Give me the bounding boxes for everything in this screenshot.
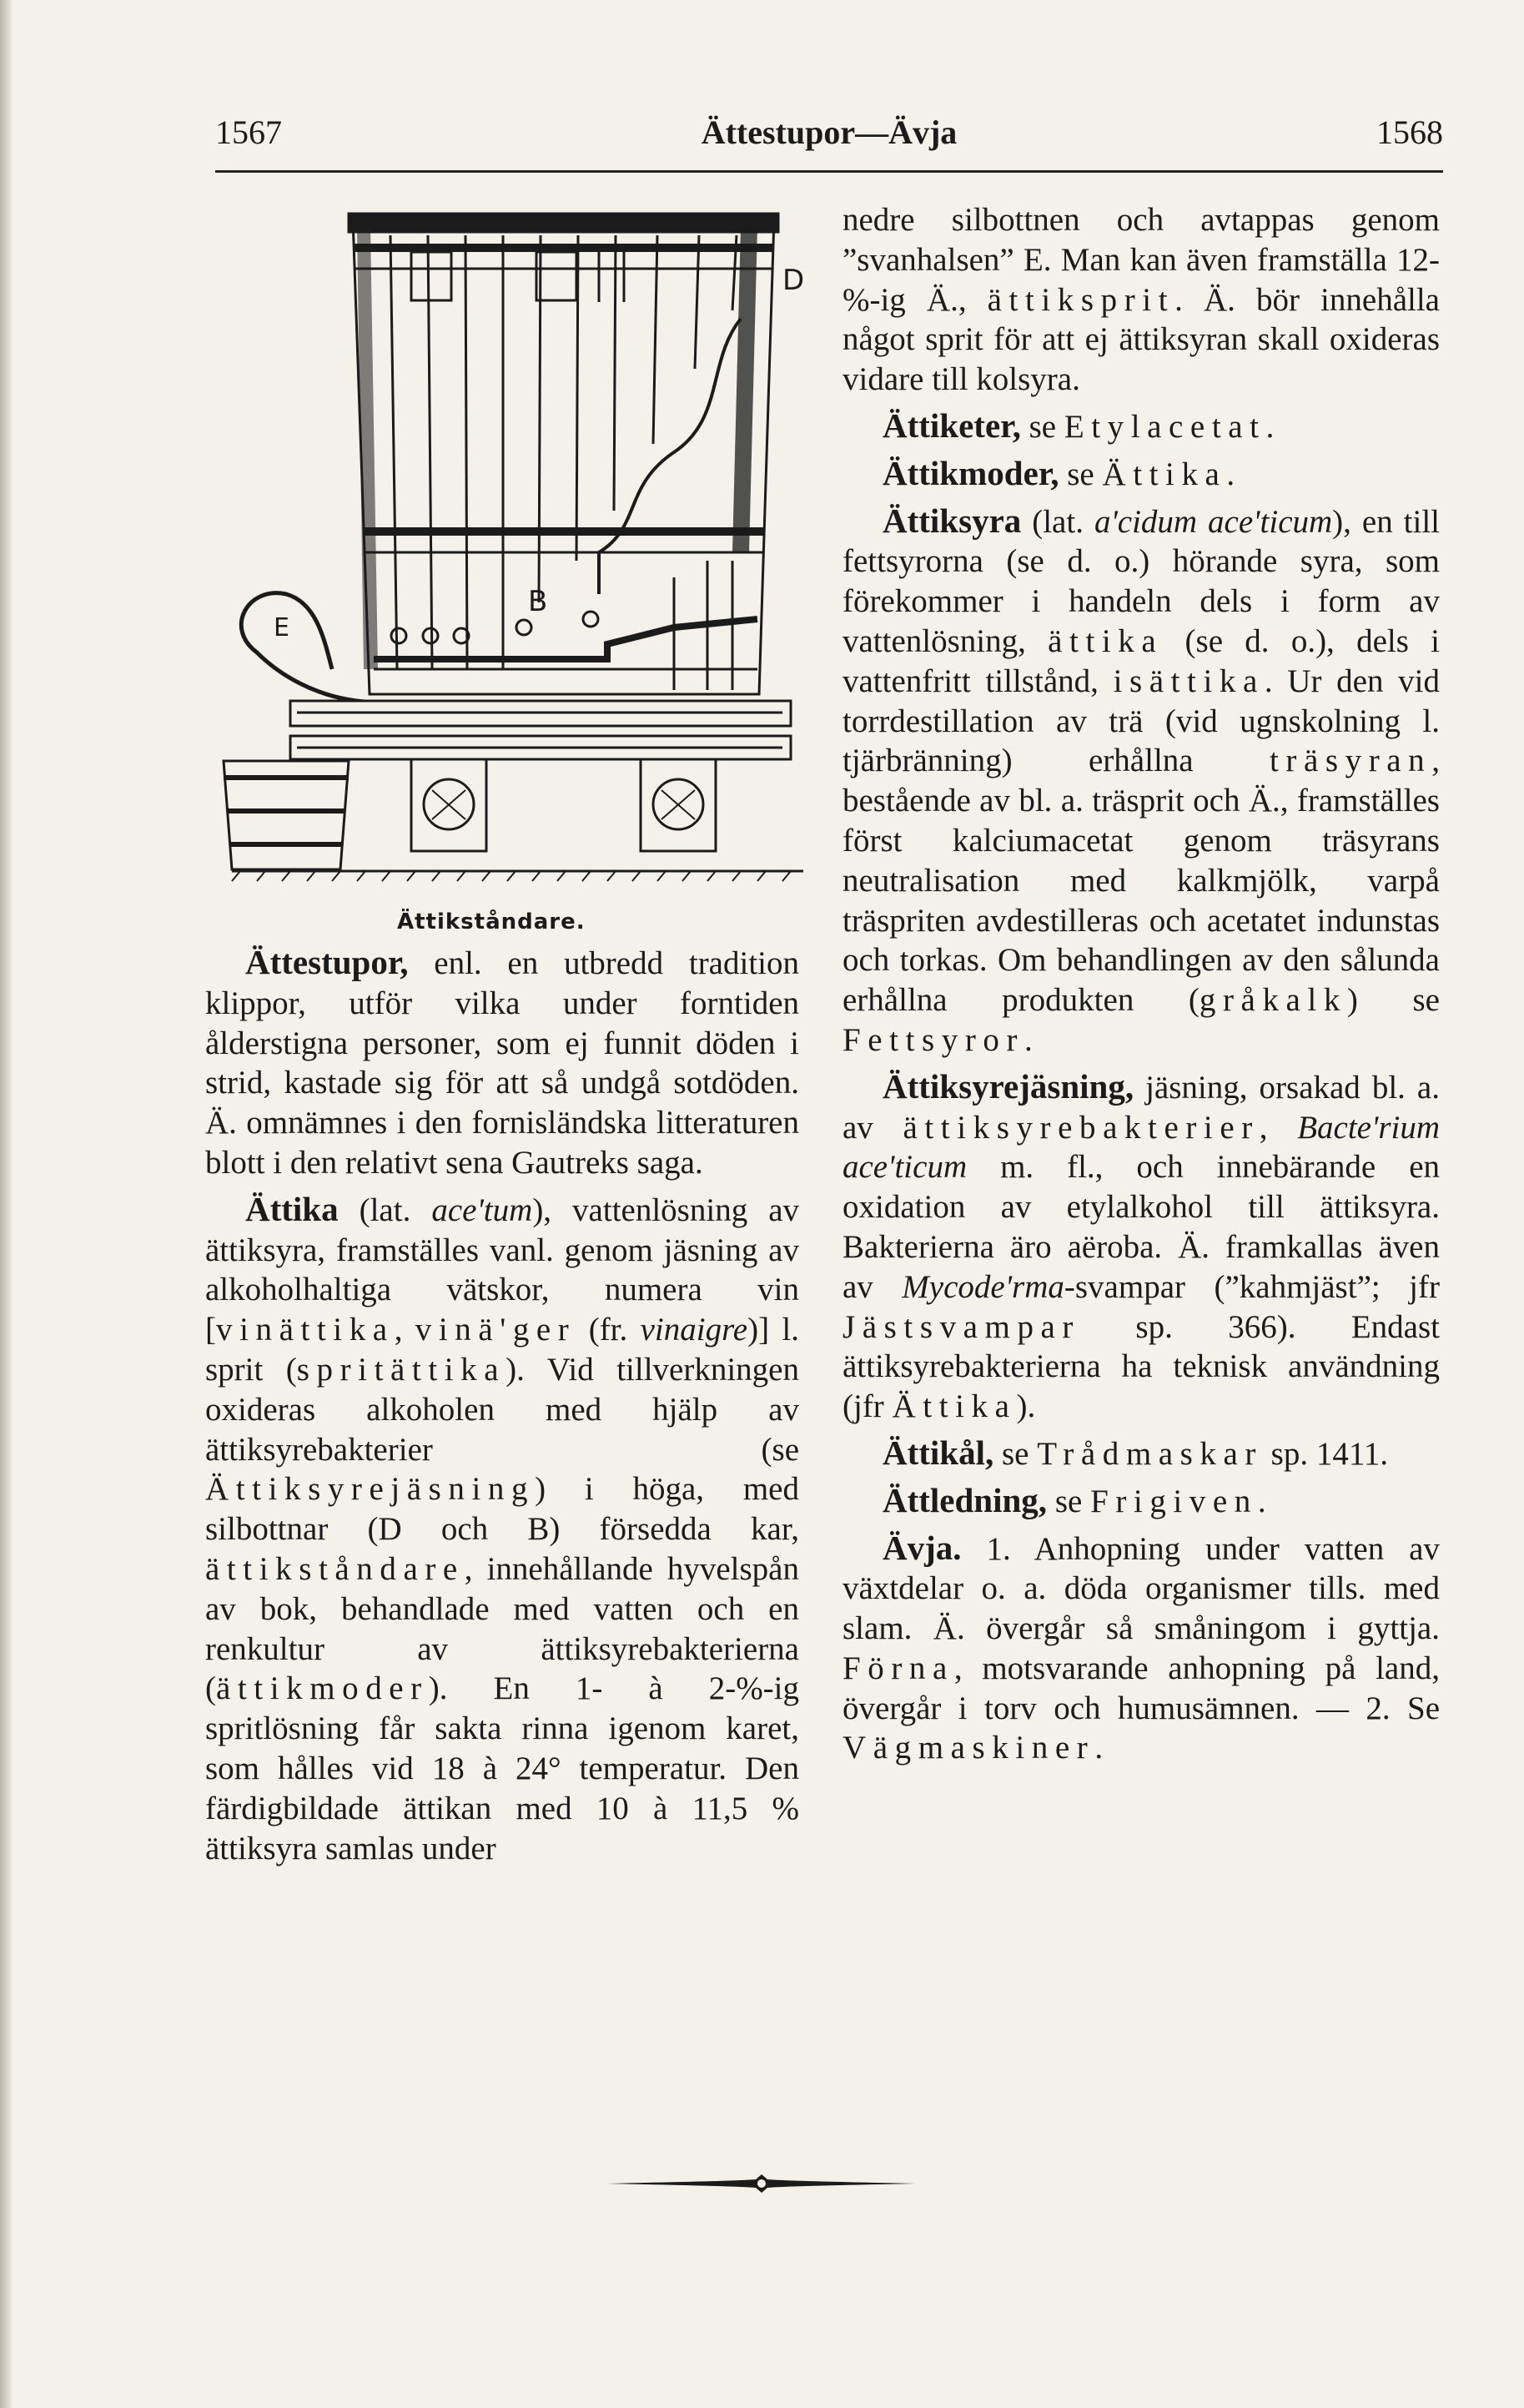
entry-attestupor: Ättestupor, enl. en utbredd tradition klippor, utför vilka under forntiden ålderstigna personer, som ej funnit döden i strid, kastade sig för att så undgå sotdöden. Ä. omnämnes i den fornisländska litteraturen blott i den relativt sena Gautreks saga. <box>205 943 799 1181</box>
headword-avja: Ävja. <box>883 1528 962 1567</box>
left-column <box>205 943 799 1868</box>
ref-etylacetat[interactable]: Etylacetat <box>1064 408 1266 445</box>
ref-fettsyror[interactable]: Fettsyror <box>842 1021 1025 1058</box>
figure-caption: Ättikståndare. <box>397 909 586 934</box>
entry-attledning: Ättledning, se Frigiven. <box>883 1480 1266 1519</box>
figure-label-d: D <box>782 264 805 297</box>
entry-attiksyrejasning: Ättiksyrejäsning, jäsning, orsakad bl. a. av ättiksyrebakterier, Bacte'rium ace'ticum m. fl., och innebärande en oxidation av etylalkohol till ättiksyra. Bakterierna äro aëroba. Ä. framkallas även av Mycode'rma-svampar (”kahmjäst”; jfr Jästsvampar sp. 366). Endast ättiksyrebakterierna ha teknisk användning (jfr Ättika). <box>842 1066 1441 1425</box>
figure-label-b: B <box>528 585 548 618</box>
ref-jastsvampar[interactable]: Jästsvampar <box>842 1308 1080 1345</box>
figure-label-e: E <box>274 613 289 642</box>
entry-attikmoder: Ättikmoder, se Ättika. <box>883 453 1235 492</box>
headword-attiksyra: Ättiksyra <box>883 501 1022 540</box>
entry-attiksyra: Ättiksyra (lat. a'cidum ace'ticum), en till fettsyrorna (se d. o.) hörande syra, som förekommer i handeln dels i form av vattenlösning, ättika (se d. o.), dels i vattenfritt tillstånd, isättika. Ur den vid torrdestillation av trä (vid ugnskolning l. tjärbränning) erhållna träsyran, bestående av bl. a. träsprit och Ä., framställes först kalciumacetat genom träsyrans neutralisation med kalkmjölk, varpå träspriten avdestilleras och acetatet indunstas och torkas. Om behandlingen av den sålunda erhållna produkten (gråkalk) se Fettsyror. <box>842 501 1441 1058</box>
ref-frigiven[interactable]: Frigiven <box>1090 1483 1258 1519</box>
end-ornament <box>607 2171 916 2196</box>
headword-attiksyrejasning: Ättiksyrejäsning, <box>883 1066 1134 1106</box>
headword-attestupor: Ättestupor, <box>245 943 409 981</box>
headword-attika: Ättika <box>245 1189 339 1228</box>
entry-attika-continued: nedre silbottnen och avtappas genom ”svanhalsen” E. Man kan även framställa 12-%-ig Ä., ättiksprit. Ä. bör innehålla något sprit för att ej ättiksyran skall oxideras vidare till kolsyra. <box>842 202 1440 398</box>
running-title: Ättestupor—Ävja <box>701 113 958 151</box>
entry-attika: Ättika (lat. ace'tum), vattenlösning av ättiksyra, framställes vanl. genom jäsning av alkoholhaltiga vätskor, numera vin [vinättika, vinä'ger (fr. vinaigre)] l. sprit (spritättika). Vid tillverkningen oxideras alkoholen med hjälp av ättiksyrebakterier (se Ättiksyrejäsning) i höga, med silbottnar (D och B) försedda kar, ättikståndare, innehållande hyvelspån av bok, behandlade med vatten och en renkultur av ättiksyrebakterierna (ättikmoder). En 1- à 2-%-ig spritlösning får sakta rinna igenom karet, som hålles vid 18 à 24° temperatur. Den färdigbildade ättikan med 10 à 11,5 % ättiksyra samlas under <box>205 1189 800 1866</box>
ref-attika[interactable]: Ättika <box>1102 456 1227 492</box>
entry-avja: Ävja. 1. Anhopning under vatten av växtdelar o. a. döda organismer tills. med slam. Ä. övergår så småningom i gyttja. Förna, motsvarande anhopning på land, övergår i torv och humusämnen. — 2. Se Vägmaskiner. <box>842 1528 1440 1766</box>
ref-attiksyrejasning[interactable]: Ättiksyrejäsning <box>205 1471 536 1508</box>
ref-attika-2[interactable]: Ättika <box>892 1388 1017 1425</box>
page-number-right: 1568 <box>1376 113 1443 151</box>
ref-vagmaskiner[interactable]: Vägmaskiner <box>842 1730 1095 1766</box>
header-rule <box>215 170 1443 173</box>
attikstandare-illustration <box>207 202 807 911</box>
headword-attiketer: Ättiketer, <box>883 406 1021 445</box>
entry-attiketer: Ättiketer, se Etylacetat. <box>883 406 1275 445</box>
entry-attikal: Ättikål, se Trådmaskar sp. 1411. <box>883 1433 1389 1472</box>
headword-attikmoder: Ättikmoder, <box>883 453 1059 492</box>
right-column <box>842 200 1440 1768</box>
headword-attikal: Ättikål, <box>883 1433 994 1472</box>
running-header <box>215 112 1443 154</box>
page-edge <box>0 0 12 2408</box>
ref-tradmaskar[interactable]: Trådmaskar <box>1037 1435 1263 1472</box>
page-number-left: 1567 <box>215 113 282 151</box>
headword-attledning: Ättledning, <box>883 1480 1048 1519</box>
